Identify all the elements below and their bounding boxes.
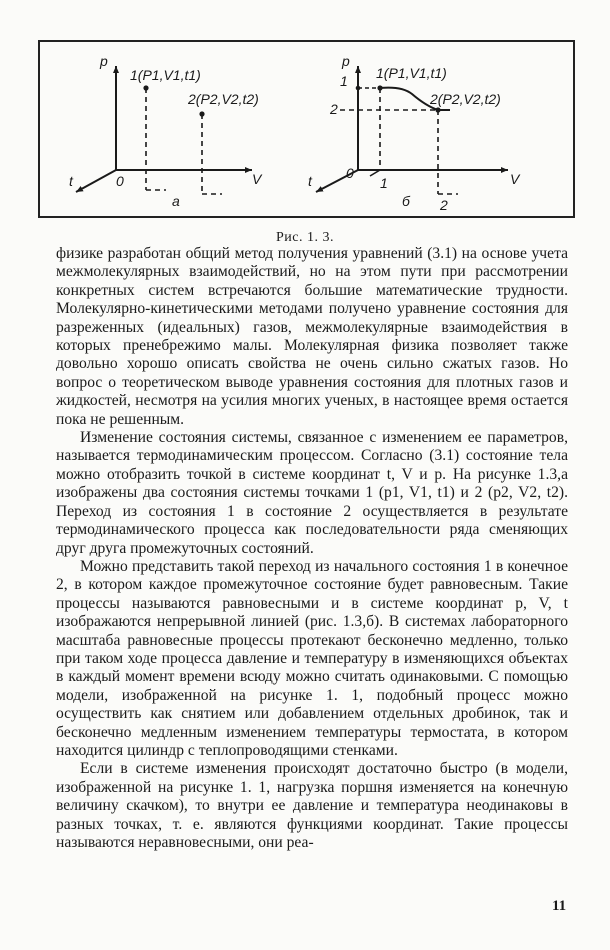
panel-b-t-label: t xyxy=(308,173,312,189)
panel-a-t-label: t xyxy=(69,173,73,189)
figure-frame xyxy=(38,40,575,218)
panel-a-state1-point xyxy=(143,85,148,90)
paragraph-1: физике разработан общий метод получения уравнений (3.1) на основе учета межмолекулярных взаимодействий, но на этом пути при рассмотрении конкретных систем встречаются большие математические трудности. Молекулярно-кинетическими методами получено уравнение состояния для разреженных (идеальных) газов, межмолекулярные взаимодействия в которых пренебрежимо малы. Молекулярная физика позволяет также довольно хорошо описать свойства не очень сильно сжатых газов. Но вопрос о теоретическом выводе уравнения состояния для плотных газов и жидкостей, несмотря на усилия многих ученых, в настоящее время остается пока не решенным. xyxy=(56,245,568,428)
panel-b-state2-label: 2(P2,V2,t2) xyxy=(430,91,501,107)
panel-b-state2-point xyxy=(435,107,440,112)
panel-b-p-tick2: 2 xyxy=(330,101,338,117)
paragraph-2: Изменение состояния системы, связанное с изменением ее параметров, называется термодинамическим процессом. Согласно (3.1) состояние тела можно отобразить точкой в системе координат t, V и p. На рисунке 1.3,а изображены два состояния системы точками 1 (p1, V1, t1) и 2 (p2, V2, t2). Переход из состояния 1 в состояние 2 осуществляется в результате термодинамического процесса как последовательности ряда сменяющих друг друга промежуточных состояний. xyxy=(56,429,568,557)
panel-b-p-tick1: 1 xyxy=(340,73,348,89)
panel-a-state1-label: 1(P1,V1,t1) xyxy=(130,67,201,83)
panel-b-state1-point xyxy=(377,85,382,90)
paragraph-3: Можно представить такой переход из начального состояния 1 в конечное 2, в котором каждое промежуточное состояние будет равновесным. Такие процессы называются равновесными и в системе координат p, V, t изображаются непрерывной линией (рис. 1.3,б). В системах лабораторного масштаба равновесные процессы протекают бесконечно медленно, только при таком ходе процесса давление и температуру в изменяющихся объектах в каждый момент времени всюду можно считать одинаковыми. С помощью модели, изображенной на рисунке 1. 1, подобный процесс можно осуществить как снятием или добавлением отдельных дробинок, так и бесконечно медленным изменением температуры термостата, в котором находится цилиндр с теплопроводящими стенками. xyxy=(56,557,568,759)
panel-b-v-tick1: 1 xyxy=(380,175,388,191)
panel-a xyxy=(69,53,263,209)
panel-a-origin-label: 0 xyxy=(116,173,124,189)
panel-a-v-label: V xyxy=(252,171,262,187)
figure-svg xyxy=(40,42,577,220)
panel-b-v-tick2: 2 xyxy=(440,197,448,213)
paragraph-4: Если в системе изменения происходят достаточно быстро (в модели, изображенной на рисунке 1. 1, нагрузка поршня изменяется на конечную величину скачком), то внутри ее давление и температура неодинаковы в разных точках, т. е. являются функциями координат. Такие процессы называются неравновесными, они реа- xyxy=(56,760,568,851)
figure-caption: Рис. 1. 3. xyxy=(276,230,334,245)
panel-a-sub-label: а xyxy=(172,193,180,209)
panel-b-origin-label: 0 xyxy=(346,165,354,181)
page-number: 11 xyxy=(552,898,567,914)
panel-a-p-label: p xyxy=(100,53,108,69)
panel-b-p1-dot xyxy=(356,86,361,91)
panel-b-sub-label: б xyxy=(402,193,410,209)
panel-b-v-label: V xyxy=(510,171,520,187)
panel-b xyxy=(308,53,521,213)
panel-a-state2-point xyxy=(199,111,204,116)
panel-b-state1-label: 1(P1,V1,t1) xyxy=(376,65,447,81)
panel-a-t-axis xyxy=(76,170,116,192)
body-text xyxy=(56,245,568,852)
panel-b-p-label: p xyxy=(342,53,350,69)
panel-a-state2-label: 2(P2,V2,t2) xyxy=(188,91,259,107)
